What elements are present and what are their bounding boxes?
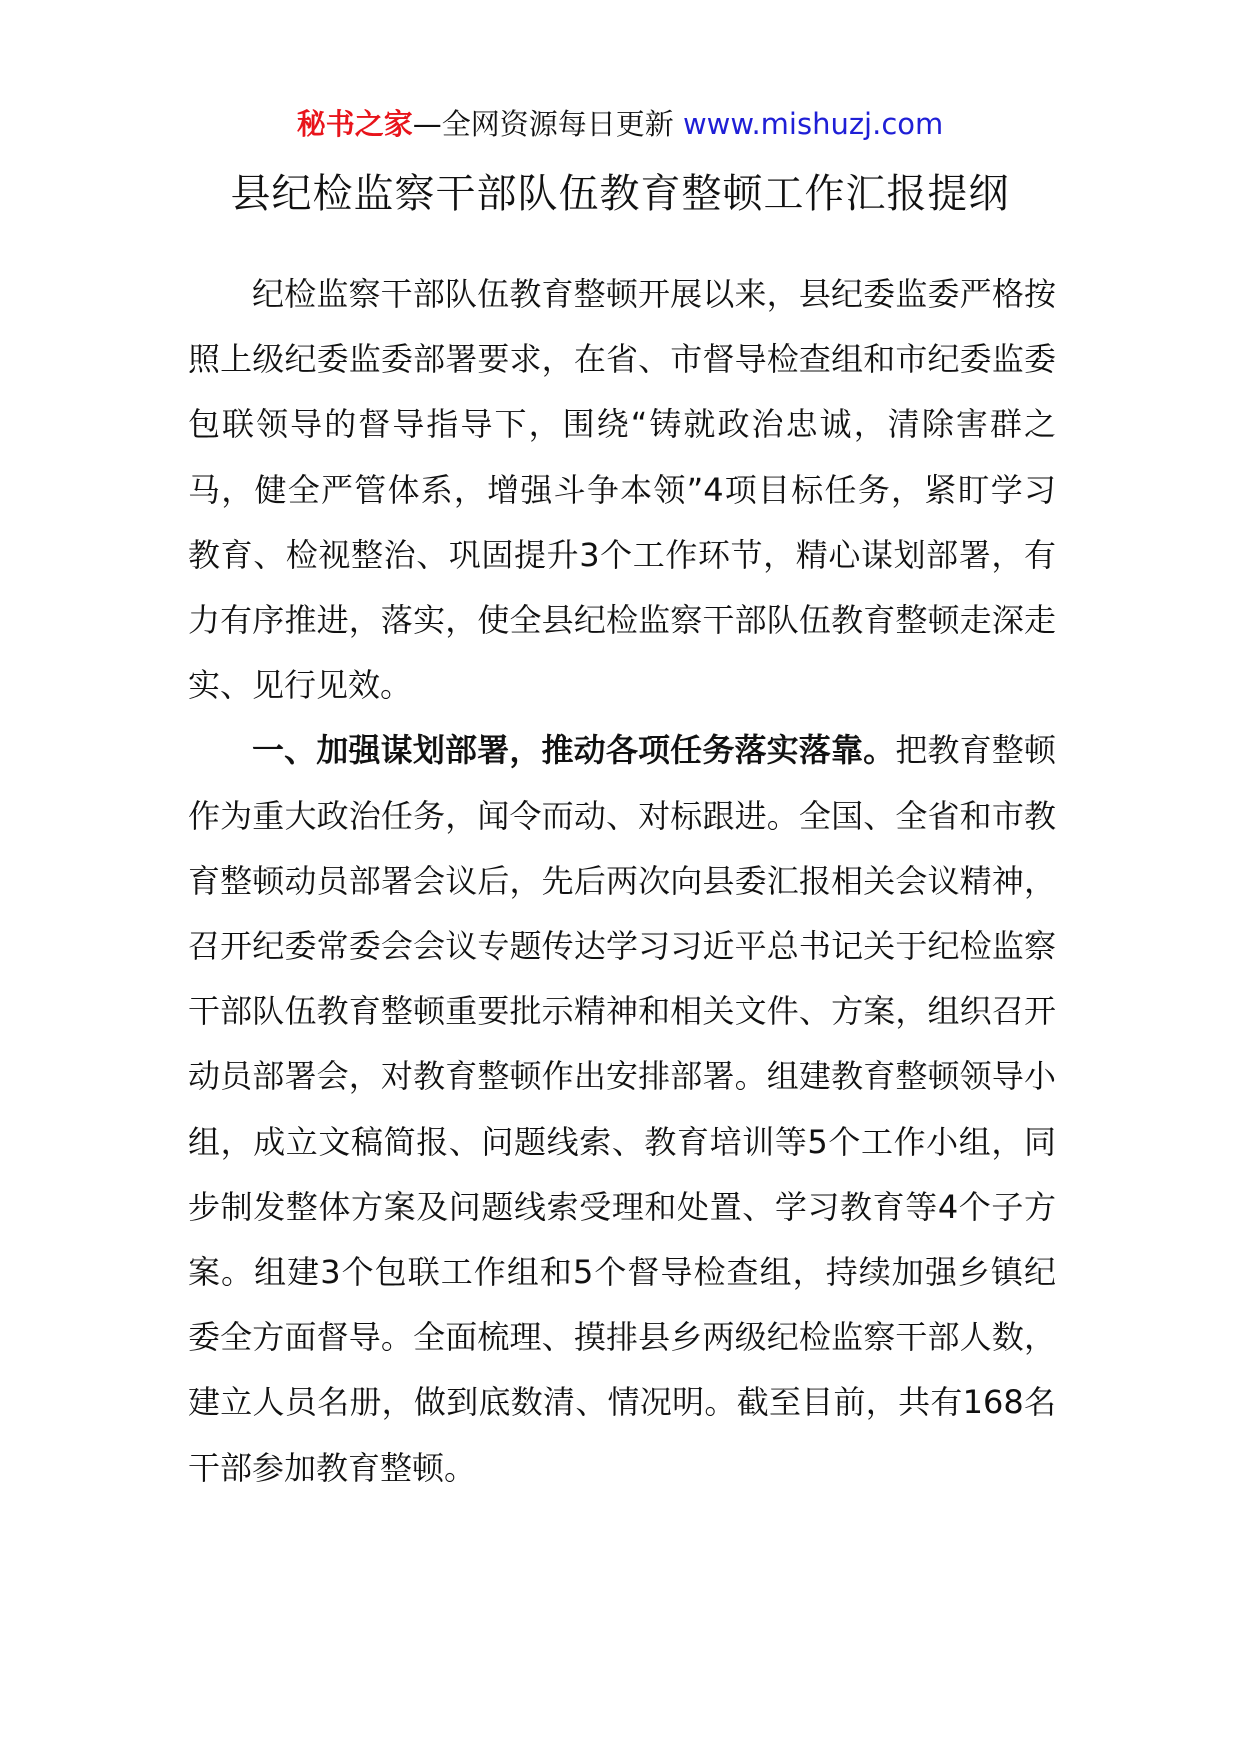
paragraph-text: 纪检监察干部队伍教育整顿开展以来，县纪委监委严格按照上级纪委监委部署要求，在省、市督导检查组和市纪委监委包联领导的督导指导下，围绕“铸就政治忠诚，清除害群之马，健全严管体系，增强斗争本领”4项目标任务，紧盯学习教育、检视整治、巩固提升3个工作环节，精心谋划部署，有力有序推进，落实，使全县纪检监察干部队伍教育整顿走深走实、见行见效。 (188, 275, 1056, 705)
paragraph-text: 把教育整顿作为重大政治任务，闻令而动、对标跟进。全国、全省和市教育整顿动员部署会议后，先后两次向县委汇报相关会议精神，召开纪委常委会会议专题传达学习习近平总书记关于纪检监察干部队伍教育整顿重要批示精神和相关文件、方案，组织召开动员部署会，对教育整顿作出安排部署。组建教育整顿领导小组，成立文稿简报、问题线索、教育培训等5个工作小组，同步制发整体方案及问题线索受理和处置、学习教育等4个子方案。组建3个包联工作组和5个督导检查组，持续加强乡镇纪委全方面督导。全面梳理、摸排县乡两级纪检监察干部人数，建立人员名册，做到底数清、情况明。截至目前，共有168名干部参加教育整顿。 (188, 731, 1056, 1487)
brand-name: 秘书之家 (296, 107, 413, 141)
document-body (188, 262, 1056, 1501)
site-url[interactable]: www.mishuzj.com (682, 107, 944, 141)
section-one-paragraph (188, 718, 1056, 1500)
document-title: 县纪检监察干部队伍教育整顿工作汇报提纲 (230, 171, 1010, 217)
section-heading: 一、加强谋划部署，推动各项任务落实落靠。 (252, 731, 896, 770)
header-slogan: —全网资源每日更新 (412, 107, 683, 141)
site-header (0, 104, 1240, 144)
intro-paragraph (188, 262, 1056, 718)
